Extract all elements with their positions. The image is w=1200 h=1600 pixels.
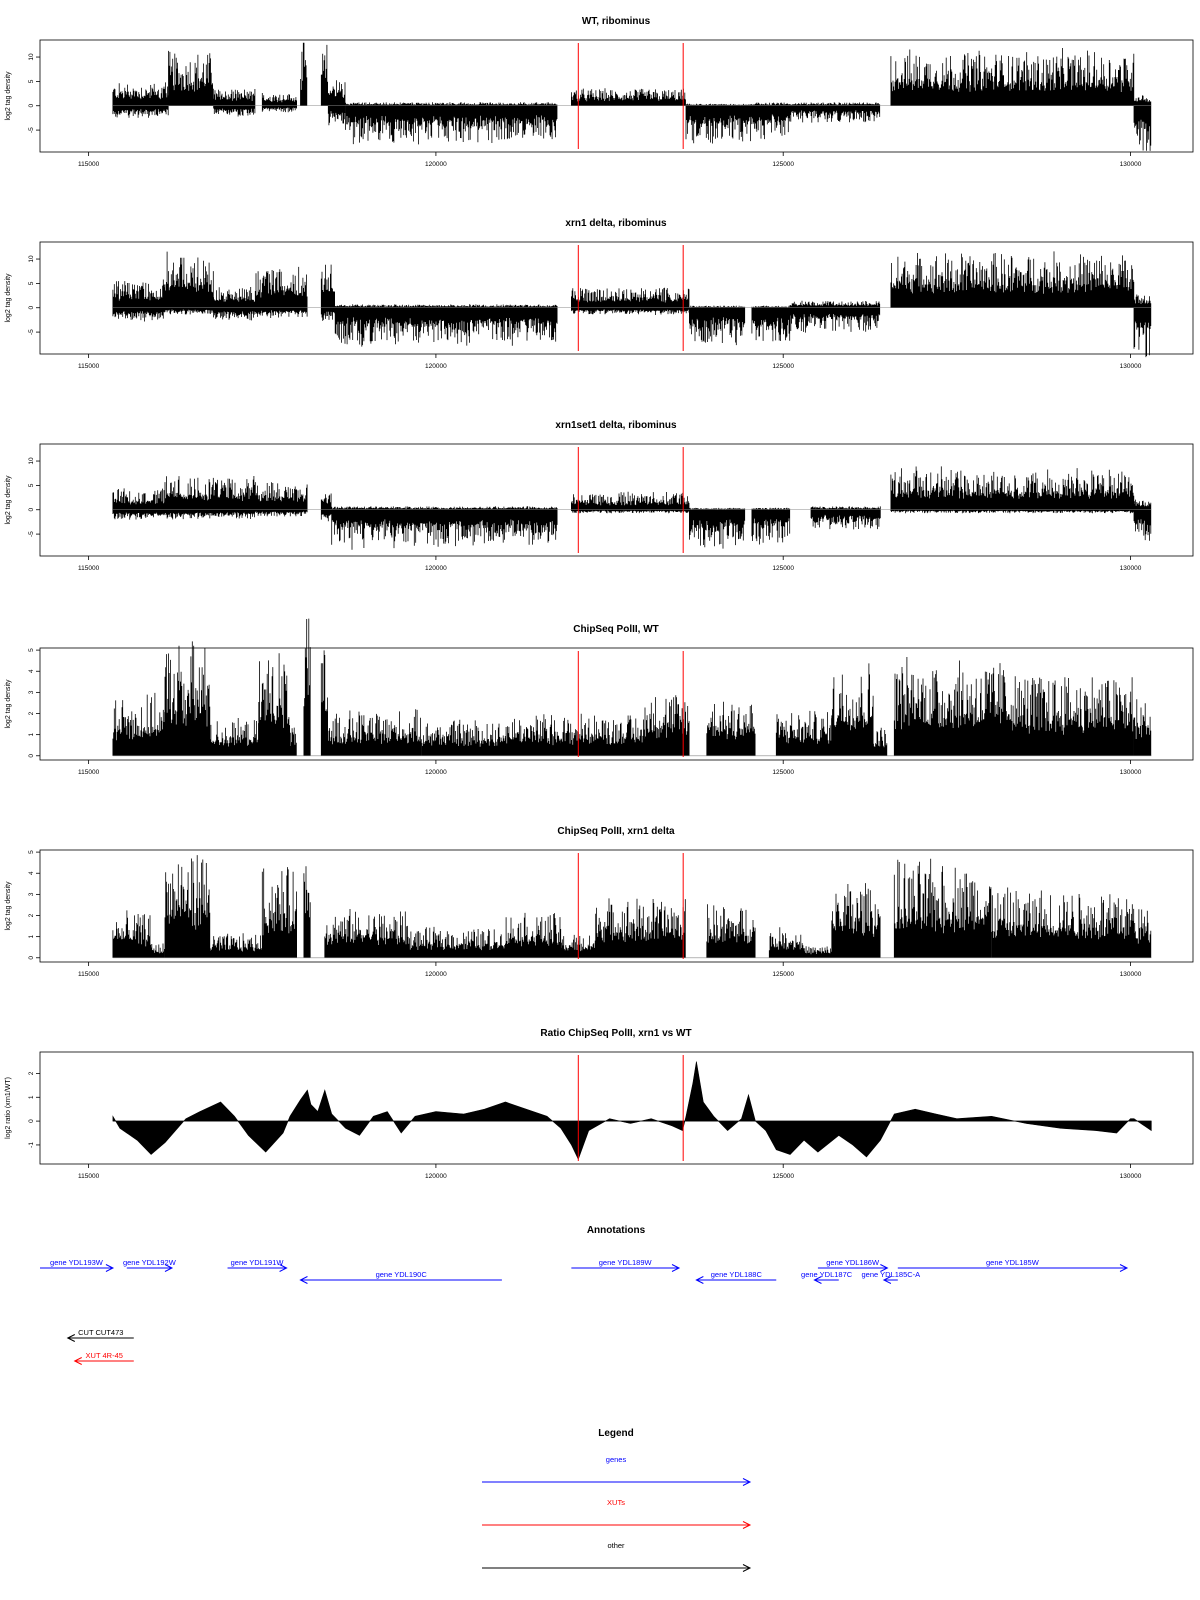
y-tick-label: 0 bbox=[28, 305, 35, 310]
y-tick-label: 4 bbox=[28, 669, 35, 674]
y-axis-label: log2 tag density bbox=[5, 881, 12, 931]
chart-title: Ratio ChipSeq PolII, xrn1 vs WT bbox=[540, 1028, 692, 1039]
feature-label: gene YDL187C bbox=[801, 1270, 853, 1279]
feature-label: gene YDL191W bbox=[230, 1258, 284, 1267]
x-tick-label: 125000 bbox=[772, 363, 795, 370]
x-tick-label: 130000 bbox=[1119, 363, 1142, 370]
y-tick-label: 2 bbox=[28, 711, 35, 716]
feature-label: gene YDL188C bbox=[710, 1270, 762, 1279]
y-tick-label: 2 bbox=[28, 913, 35, 918]
x-tick-label: 120000 bbox=[425, 565, 447, 572]
chart-title: WT, ribominus bbox=[581, 16, 651, 27]
x-tick-label: 115000 bbox=[78, 565, 100, 572]
x-tick-label: 115000 bbox=[78, 971, 100, 978]
y-tick-label: 10 bbox=[28, 53, 35, 61]
chart-title: ChipSeq PolII, xrn1 delta bbox=[557, 826, 675, 837]
legend-label: genes bbox=[605, 1455, 627, 1464]
x-tick-label: 130000 bbox=[1119, 565, 1142, 572]
feature-label: gene YDL185W bbox=[985, 1258, 1039, 1267]
x-tick-label: 130000 bbox=[1119, 971, 1142, 978]
x-tick-label: 120000 bbox=[425, 161, 447, 168]
y-tick-label: 4 bbox=[28, 871, 35, 876]
x-tick-label: 115000 bbox=[78, 161, 100, 168]
y-tick-label: 1 bbox=[28, 732, 35, 737]
x-tick-label: 125000 bbox=[772, 971, 795, 978]
y-tick-label: 0 bbox=[28, 1119, 35, 1123]
x-tick-label: 130000 bbox=[1119, 1173, 1142, 1180]
y-axis-label: log2 tag density bbox=[5, 273, 12, 323]
x-tick-label: 125000 bbox=[772, 1173, 795, 1180]
y-tick-label: 10 bbox=[28, 255, 35, 263]
y-axis-label: log2 tag density bbox=[5, 475, 12, 525]
chart-title: xrn1set1 delta, ribominus bbox=[555, 420, 677, 431]
y-tick-label: 5 bbox=[28, 850, 35, 854]
x-tick-label: 130000 bbox=[1119, 161, 1142, 168]
y-tick-label: 0 bbox=[28, 955, 35, 960]
y-tick-label: 0 bbox=[28, 103, 35, 108]
legend-label: other bbox=[607, 1541, 625, 1550]
x-tick-label: 125000 bbox=[772, 161, 795, 168]
y-axis-label: log2 ratio (xrn1/WT) bbox=[5, 1077, 12, 1139]
y-tick-label: 3 bbox=[28, 690, 35, 695]
x-tick-label: 125000 bbox=[772, 565, 795, 572]
x-tick-label: 130000 bbox=[1119, 769, 1142, 776]
feature-label: gene YDL192W bbox=[122, 1258, 176, 1267]
feature-label: gene YDL190C bbox=[375, 1270, 427, 1279]
y-tick-label: 3 bbox=[28, 892, 35, 897]
y-tick-label: 5 bbox=[28, 281, 35, 286]
feature-label: gene YDL193W bbox=[50, 1258, 103, 1267]
y-tick-label: 1 bbox=[28, 934, 35, 939]
y-tick-label: 2 bbox=[28, 1071, 35, 1076]
feature-label: CUT CUT473 bbox=[78, 1328, 124, 1337]
x-tick-label: 125000 bbox=[772, 769, 795, 776]
y-tick-label: -1 bbox=[28, 1142, 35, 1148]
x-tick-label: 115000 bbox=[78, 1173, 100, 1180]
x-tick-label: 115000 bbox=[78, 769, 100, 776]
y-tick-label: 5 bbox=[28, 648, 35, 652]
legend-label: XUTs bbox=[607, 1498, 625, 1507]
y-tick-label: -5 bbox=[28, 127, 35, 133]
x-tick-label: 120000 bbox=[425, 769, 447, 776]
x-tick-label: 120000 bbox=[425, 363, 447, 370]
feature-label: XUT 4R-45 bbox=[85, 1351, 123, 1360]
x-tick-label: 120000 bbox=[425, 971, 447, 978]
y-axis-label: log2 tag density bbox=[5, 71, 12, 121]
y-tick-label: 1 bbox=[28, 1095, 35, 1100]
x-tick-label: 115000 bbox=[78, 363, 100, 370]
annotations-title: Annotations bbox=[586, 1225, 646, 1236]
y-axis-label: log2 tag density bbox=[5, 679, 12, 729]
chart-title: xrn1 delta, ribominus bbox=[565, 218, 667, 229]
chart-title: ChipSeq PolII, WT bbox=[573, 624, 659, 635]
y-tick-label: 5 bbox=[28, 483, 35, 488]
feature-label: gene YDL189W bbox=[598, 1258, 652, 1267]
y-tick-label: 0 bbox=[28, 507, 35, 512]
y-tick-label: -5 bbox=[28, 329, 35, 335]
y-tick-label: 0 bbox=[28, 753, 35, 758]
y-tick-label: 10 bbox=[28, 457, 35, 465]
y-tick-label: 5 bbox=[28, 79, 35, 84]
x-tick-label: 120000 bbox=[425, 1173, 447, 1180]
y-tick-label: -5 bbox=[28, 531, 35, 537]
legend-title: Legend bbox=[598, 1428, 634, 1439]
feature-label: gene YDL186W bbox=[826, 1258, 880, 1267]
feature-label: gene YDL185C-A bbox=[861, 1270, 921, 1279]
